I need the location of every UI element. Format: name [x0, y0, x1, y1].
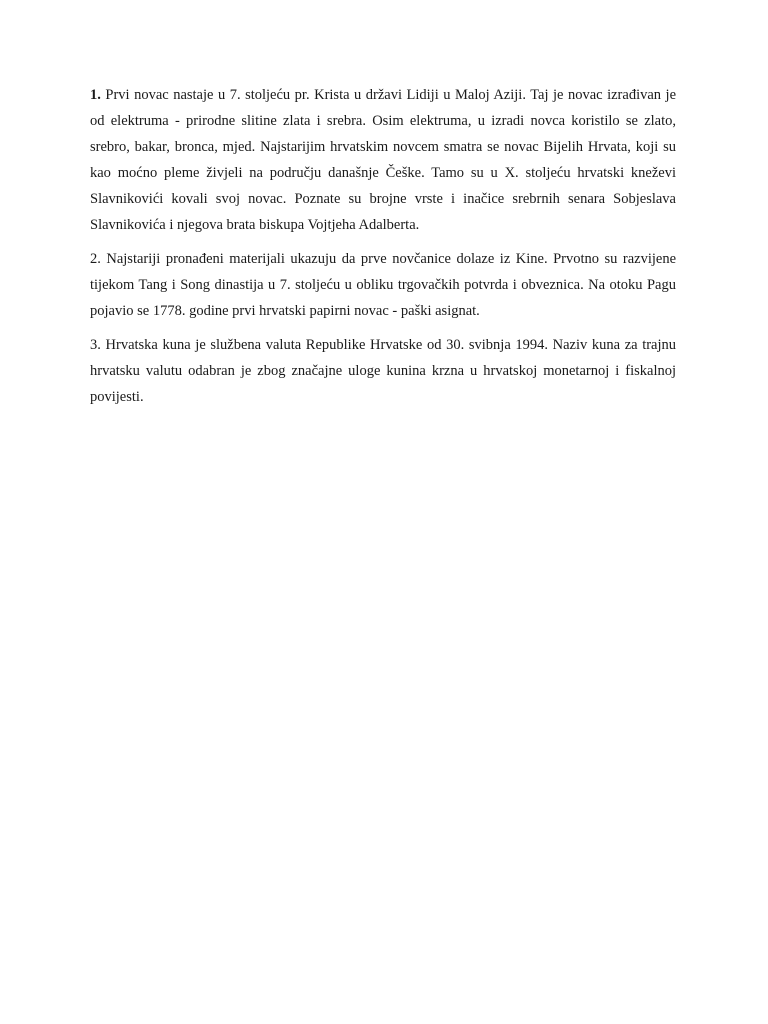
paragraph-3-text: Hrvatska kuna je službena valuta Republike Hrvatske od 30. svibnja 1994. Naziv kuna za trajnu hrvatsku valutu odabran je zbog značajne uloge kunina krzna u hrvatskoj monetarnoj i fiskalnoj povijesti.: [90, 337, 677, 405]
paragraph-1-number: 1.: [90, 87, 101, 103]
paragraph-1: [90, 82, 676, 238]
paragraph-2-number: 2.: [90, 251, 101, 267]
document-body: [90, 82, 676, 418]
paragraph-2: [90, 246, 676, 324]
paragraph-3: [90, 332, 676, 410]
paragraph-2-text: Najstariji pronađeni materijali ukazuju da prve novčanice dolaze iz Kine. Prvotno su razvijene tijekom Tang i Song dinastija u 7. stoljeću u obliku trgovačkih potvrda i obveznica. Na otoku Pagu pojavio se 1778. godine prvi hrvatski papirni novac - paški asignat.: [90, 251, 677, 319]
paragraph-1-text: Prvi novac nastaje u 7. stoljeću pr. Krista u državi Lidiji u Maloj Aziji. Taj je novac izrađivan je od elektruma - prirodne slitine zlata i srebra. Osim elektruma, u izradi novca koristilo se zlato, srebro, bakar, bronca, mjed. Najstarijim hrvatskim novcem smatra se novac Bijelih Hrvata, koji su kao moćno pleme živjeli na području današnje Češke. Tamo su u X. stoljeću hrvatski kneževi Slavnikovići kovali svoj novac. Poznate su brojne vrste i inačice srebrnih senara Sobjeslava Slavnikovića i njegova brata biskupa Vojtjeha Adalberta.: [90, 87, 677, 233]
paragraph-3-number: 3.: [90, 337, 101, 353]
